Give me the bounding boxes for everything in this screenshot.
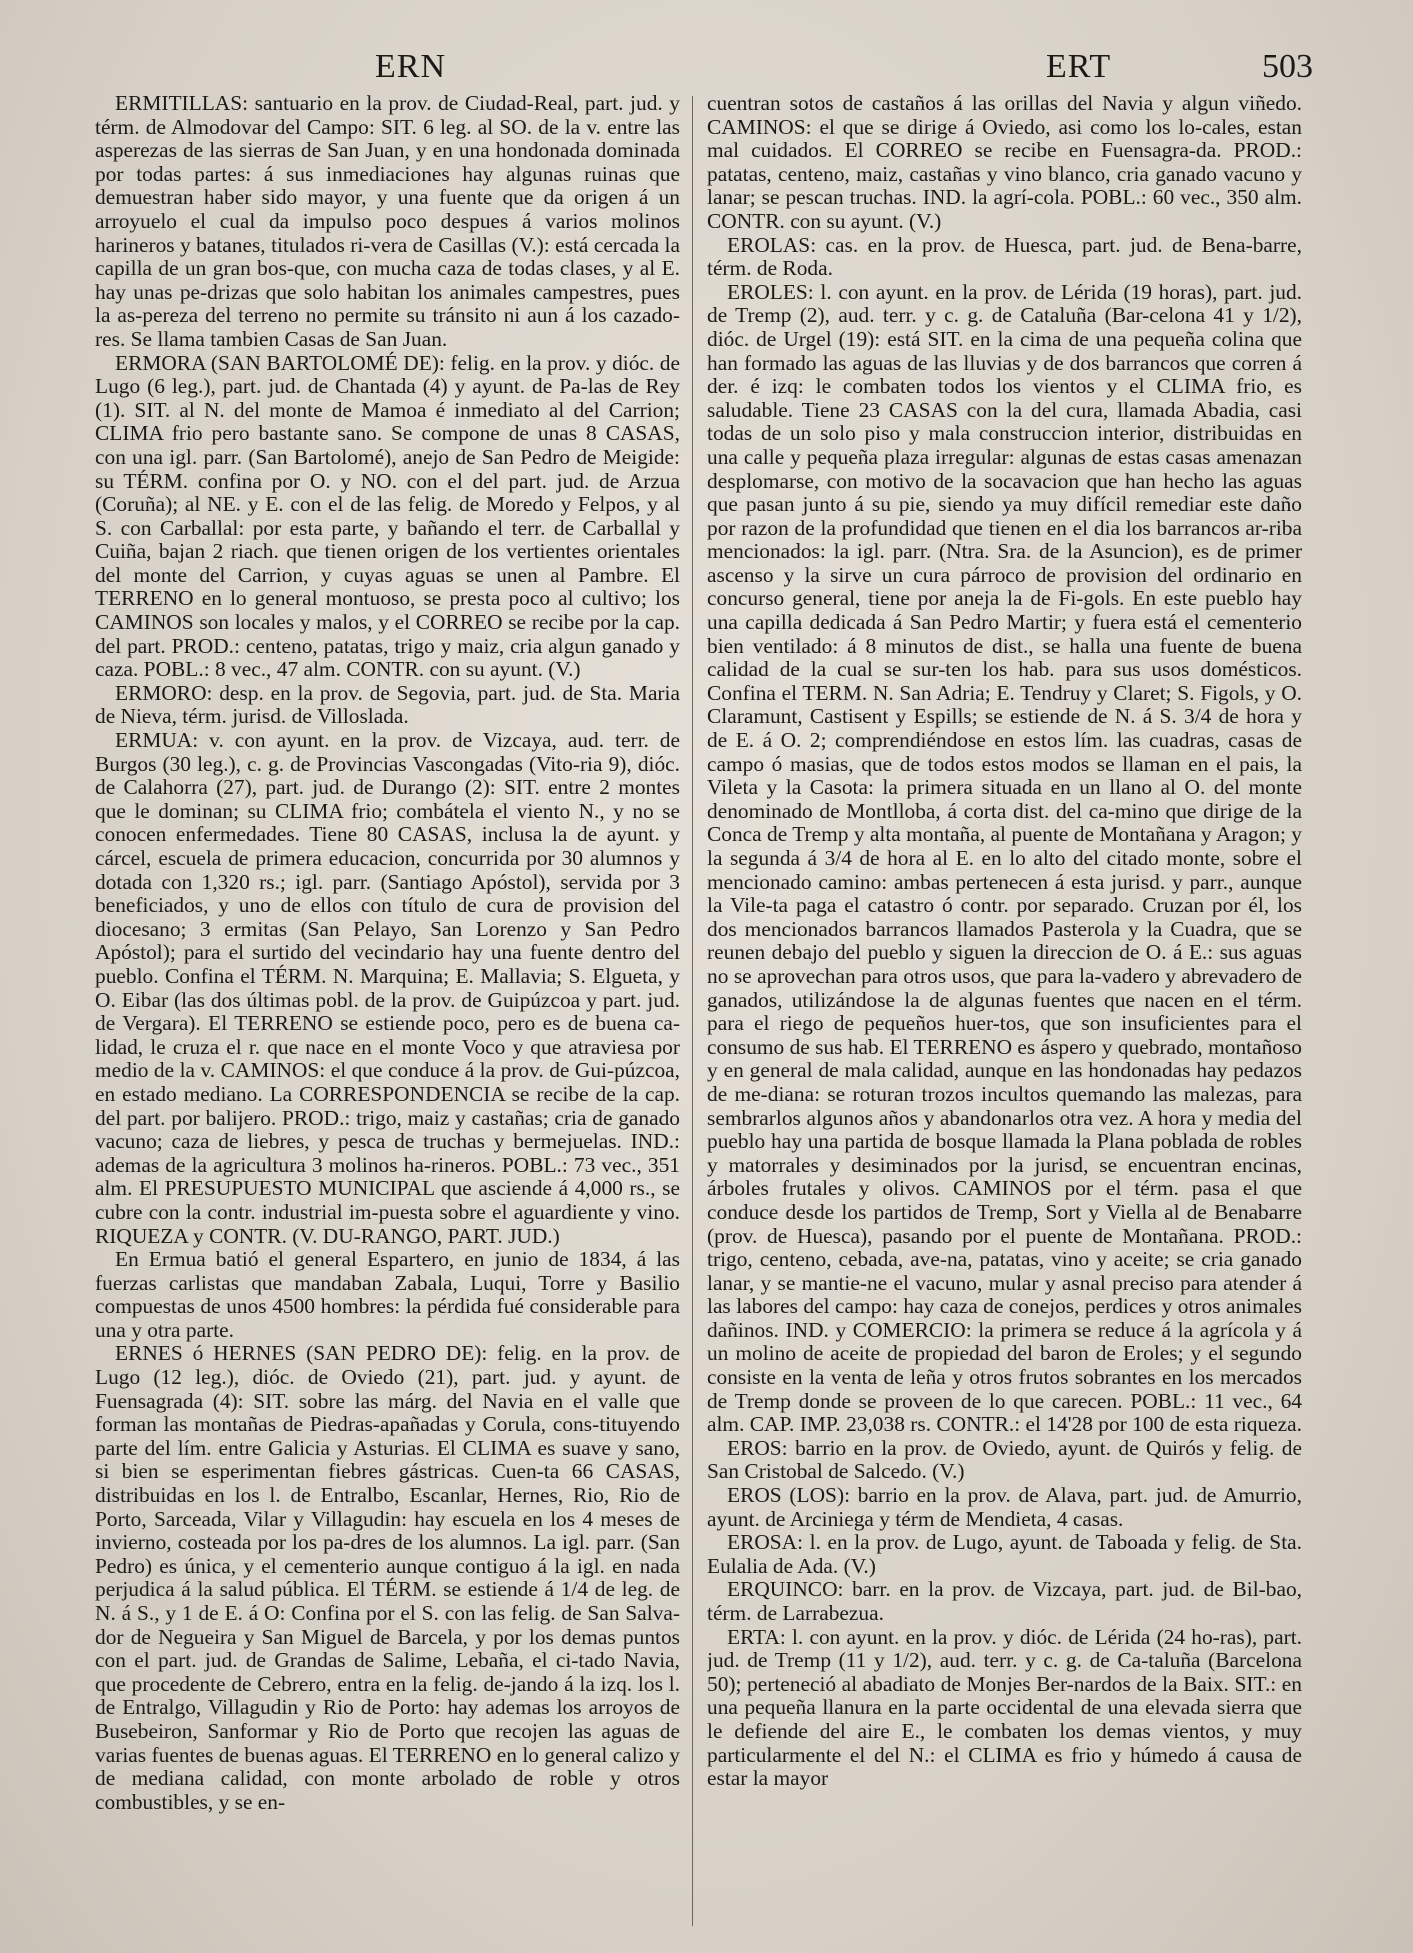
entry-text: l. en la prov. de Lugo, ayunt. de Taboada y felig. de Sta. Eulalia de Ada. (V.) — [707, 1530, 1302, 1578]
entry-erquinco — [707, 1578, 1302, 1625]
left-column — [95, 92, 680, 1927]
entry-headword: ERMORA (SAN BARTOLOMÉ DE): — [115, 350, 445, 375]
entry-headword: EROS (LOS): — [727, 1483, 851, 1508]
entry-headword: ERMORO: — [115, 680, 213, 705]
entry-ermoro — [95, 682, 680, 729]
entry-text: barrio en la prov. de Oviedo, ayunt. de Quirós y felig. de San Cristobal de Salcedo. (V.) — [707, 1435, 1302, 1484]
entry-text: desp. en la prov. de Segovia, part. jud. de Sta. Maria de Nieva, térm. jurisd. de Villoslada. — [95, 680, 680, 729]
entry-ermua — [95, 729, 680, 1248]
right-column — [707, 92, 1302, 1927]
entry-ermora — [95, 352, 680, 682]
page-header — [95, 48, 1313, 92]
entry-headword: EROSA: — [727, 1530, 804, 1555]
entry-headword: ERQUINCO: — [727, 1577, 844, 1602]
entry-headword: EROS: — [727, 1435, 788, 1460]
entry-text: En Ermua batió el general Espartero, en junio de 1834, á las fuerzas carlistas que mandaban Zabala, Luqui, Torre y Basilio compuestas de unos 4500 hombres: la pérdida fué considerable para una y otra parte. — [95, 1247, 680, 1342]
right-guide-word: ERT — [1046, 48, 1112, 85]
column-divider — [692, 96, 693, 1926]
entry-eros — [707, 1437, 1302, 1484]
entry-text: barrio en la prov. de Alava, part. jud. de Amurrio, ayunt. de Arciniega y térm de Mendieta, 4 casas. — [707, 1483, 1302, 1531]
entry-text: cas. en la prov. de Huesca, part. jud. de Bena-barre, térm. de Roda. — [707, 232, 1302, 281]
entry-text: barr. en la prov. de Vizcaya, part. jud. de Bil-bao, térm. de Larrabezua. — [707, 1577, 1302, 1625]
entry-erolas — [707, 234, 1302, 281]
entry-text: felig. en la prov. y dióc. de Lugo (6 leg.), part. jud. de Chantada (4) y ayunt. de Pa-las de Rey (1). SIT. al N. del monte de Mamoa é inmediato al del Carrion; CLIMA frio pero bastante sano. Se compone de unas 8 CASAS, con una igl. parr. (San Bartolomé), anejo de San Pedro de Meigide: su TÉRM. confina por O. y NO. con el del part. jud. de Arzua (Coruña); al NE. y E. con el de las felig. de Moredo y Felpos, y al S. con Carballal: por esta parte, y bañando el terr. de Carballal y Cuiña, bajan 2 riach. que tienen origen de los vertientes orientales del monte del Carrion, y cuyas aguas se unen al Pambre. El TERRENO en lo general montuoso, se presta poco al cultivo; los CAMINOS son locales y malos, y el CORREO se recibe por la cap. del part. PROD.: centeno, patatas, trigo y maiz, cria algun ganado y caza. POBL.: 8 vec., 47 alm. CONTR. con su ayunt. (V.) — [95, 350, 680, 682]
left-guide-word: ERN — [375, 48, 446, 85]
entry-text: cuentran sotos de castaños á las orillas del Navia y algun viñedo. CAMINOS: el que se dirige á Oviedo, asi como los lo-cales, estan mal cuidados. El CORREO se recibe en Fuensagra-da. PROD.: patatas, centeno, maiz, castañas y vino blanco, cria ganado vacuno y lanar; se pescan truchas. IND. la agrí-cola. POBL.: 60 vec., 350 alm. CONTR. con su ayunt. (V.) — [707, 92, 1302, 233]
entry-ernes-continued — [707, 92, 1302, 234]
entry-ermua-history — [95, 1248, 680, 1342]
page-number: 503 — [1262, 48, 1313, 85]
entry-headword: ERMUA: — [115, 728, 199, 753]
entry-ermitillas — [95, 92, 680, 352]
entry-headword: ERTA: — [727, 1624, 786, 1649]
entry-text: v. con ayunt. en la prov. de Vizcaya, aud. terr. de Burgos (30 leg.), c. g. de Provincias Vascongadas (Vito-ria 9), dióc. de Calahorra (27), part. jud. de Durango (2): SIT. entre 2 montes que le dominan; su CLIMA frio; combátela el viento N., y no se conocen enfermedades. Tiene 80 CASAS, inclusa la de ayunt. y cárcel, escuela de primera educacion, concurrida por 30 alumnos y dotada con 1,320 rs.; igl. parr. (Santiago Apóstol), servida por 3 beneficiados, y uno de ellos con título de cura de provision del diocesano; 3 ermitas (San Pelayo, San Lorenzo y San Pedro Apóstol); para el surtido del vecindario hay una fuente dentro del pueblo. Confina el TÉRM. N. Marquina; E. Mallavia; S. Elgueta, y O. Eibar (las dos últimas pobl. de la prov. de Guipúzcoa y part. jud. de Vergara). El TERRENO se estiende poco, pero es de buena ca-lidad, le cruza el r. que nace en el monte Voco y que atraviesa por medio de la v. CAMINOS: el que conduce á la prov. de Gui-púzcoa, en estado mediano. La CORRESPONDENCIA se recibe de la cap. del part. por balijero. PROD.: trigo, maiz y castañas; cria de ganado vacuno; caza de liebres, y pesca de truchas y bermejuelas. IND.: ademas de la agricultura 3 molinos ha-rineros. POBL.: 73 vec., 351 alm. El PRESUPUESTO MUNICIPAL que asciende á 4,000 rs., se cubre con la contr. industrial im-puesta sobre el aguardiente y vino. RIQUEZA y CONTR. (V. DU-RANGO, PART. JUD.) — [95, 728, 680, 1248]
entry-eros-los — [707, 1484, 1302, 1531]
entry-erta — [707, 1626, 1302, 1791]
entry-erosa — [707, 1531, 1302, 1578]
entry-text: l. con ayunt. en la prov. de Lérida (19 horas), part. jud. de Tremp (2), aud. terr. y c. g. de Cataluña (Bar-celona 41 y 1/2), dióc. de Urgel (19): está SIT. en la cima de una pequeña colina que han formado las aguas de las lluvias y de dos barrancos que corren á der. é izq: le combaten todos los vientos y el CLIMA frio, es saludable. Tiene 23 CASAS con la del cura, llamada Abadia, casi todas de un solo piso y mala construccion interior, distribuidas en una calle y pequeña plaza irregular: algunas de estas casas amenazan desplomarse, con motivo de la socavacion que han hecho las aguas que pasan junto á su pie, siendo ya muy difícil remediar este daño por razon de la profundidad que tienen en el dia los barrancos ar-riba mencionados: la igl. parr. (Ntra. Sra. de la Asuncion), es de primer ascenso y la sirve un cura párroco de provision del ordinario en concurso general, tiene por aneja la de Fi-gols. En este pueblo hay una capilla dedicada á San Pedro Martir; y fuera está el cementerio bien ventilado: á 8 minutos de dist., se halla una fuente de buena calidad de la cual se sur-ten los hab. para sus usos domésticos. Confina el TERM. N. San Adria; E. Tendruy y Claret; S. Figols, y O. Claramunt, Castisent y Espills; se estiende de N. á S. 3/4 de hora y de E. á O. 2; comprendiéndose en estos lím. las cuadras, casas de campo ó masias, que de todos estos modos se llaman en el pais, la Vileta y la Casota: la primera situada en un llano al O. del monte denominado de Montlloba, á corta dist. del ca-mino que dirige de la Conca de Tremp y alta montaña, al puente de Montañana y Aragon; y la segunda á 3/4 de hora al E. en lo alto del citado monte, sobre el mencionado camino: ambas pertenecen á esta jurisd. y parr., aunque la Vile-ta paga el catastro ó contr. por separado. Cruzan por él, los dos mencionados barrancos llamados Pasterola y la Cuadra, que se reunen debajo del pueblo y siguen la direccion de O. á E.: sus aguas no se aprovechan para otros usos, que para la-vadero y abrevadero de ganados, utilizándose la de algunas fuentes que nacen en el térm. para el riego de pequeños huer-tos, que son insuficientes para el consumo de sus hab. El TERRENO es áspero y quebrado, montañoso y en general de mala calidad, aunque en las hondonadas hay pedazos de me-diana: se roturan trozos incultos quemando las malezas, para sembrarlos algunos años y abandonarlos otra vez. A hora y media del pueblo hay una partida de bosque llamada la Plana poblada de robles y matorrales y desiminados por la jurisd, se encuentran encinas, árboles frutales y olivos. CAMINOS por el térm. pasa el que conduce desde los partidos de Tremp, Sort y Viella al de Benabarre (prov. de Huesca), pasando por el puente de Montañana. PROD.: trigo, centeno, cebada, ave-na, patatas, vino y aceite; se cria ganado lanar, y se mantie-ne el vacuno, mular y asnal preciso para atender á las labores del campo: hay caza de conejos, perdices y otros animales dañinos. IND. y COMERCIO: la primera se reduce á la agrícola y á un molino de aceite de propiedad del baron de Eroles; y el segundo consiste en la venta de leña y otros frutos sobrantes en los mercados de Tremp donde se proveen de lo que carecen. POBL.: 11 vec., 64 alm. CAP. IMP. 23,038 rs. CONTR.: el 14'28 por 100 de esta riqueza. — [707, 279, 1302, 1437]
entry-headword: ERNES ó HERNES (SAN PEDRO DE): — [115, 1341, 488, 1366]
entry-eroles — [707, 281, 1302, 1437]
entry-text: l. con ayunt. en la prov. y dióc. de Lérida (24 ho-ras), part. jud. de Tremp (11 y 1/2), aud. terr. y c. g. de Ca-taluña (Barcelona 50); perteneció al abadiato de Monjes Ber-nardos de la Baix. SIT.: en una pequeña llanura en la parte occidental de una elevada sierra que le defiende del aire E., le combaten los demas vientos, y muy particularmente el del N.: el CLIMA es frio y húmedo á causa de estar la mayor — [707, 1624, 1302, 1791]
entry-text: felig. en la prov. de Lugo (12 leg.), dióc. de Oviedo (21), part. jud. y ayunt. de Fuensagrada (4): SIT. sobre las márg. del Navia en el valle que forman las montañas de Piedras-apañadas y Corula, cons-tituyendo parte del lím. entre Galicia y Asturias. El CLIMA es suave y sano, si bien se esperimentan fiebres gástricas. Cuen-ta 66 CASAS, distribuidas en los l. de Entralbo, Escanlar, Hernes, Rio, Rio de Porto, Sarceada, Vilar y Villagudin: hay escuela en los 4 meses de invierno, costeada por los pa-dres de los alumnos. La igl. parr. (San Pedro) es única, y el cementerio aunque contiguo á la igl. en nada perjudica á la salud pública. El TÉRM. se estiende á 1/4 de leg. de N. á S., y 1 de E. á O: Confina por el S. con las felig. de San Salva-dor de Negueira y San Miguel de Barcela, y por los demas puntos con el part. jud. de Grandas de Salime, Lebaña, el ci-tado Navia, que procedente de Cebrero, entra en la felig. de-jando á la izq. los l. de Entralgo, Villagudin y Rio de Porto: hay ademas los arroyos de Busebeiron, Sanformar y Rio de Porto que recojen las aguas de varias fuentes de buenas aguas. El TERRENO en lo general calizo y de mediana calidad, con monte arbolado de roble y otros combustibles, y se en- — [95, 1341, 680, 1814]
entry-ernes — [95, 1342, 680, 1814]
entry-headword: EROLAS: — [727, 232, 817, 257]
entry-headword: EROLES: — [727, 279, 814, 304]
entry-text: santuario en la prov. de Ciudad-Real, part. jud. y térm. de Almodovar del Campo: SIT. 6 leg. al SO. de la v. entre las asperezas de las sierras de San Juan, y en una hondonada dominada por todas partes: á sus inmediaciones hay algunas ruinas que demuestran haber sido mayor, y una fuente que da origen á un arroyuelo el cual da impulso poco despues á varios molinos harineros y batanes, titulados ri-vera de Casillas (V.): está cercada la capilla de un gran bos-que, con mucha caza de todas clases, y al E. hay unas pe-drizas que solo habitan los animales campestres, pues la as-pereza del terreno no permite su tránsito ni aun á los cazado-res. Se llama tambien Casas de San Juan. — [95, 92, 680, 351]
entry-headword: ERMITILLAS: — [115, 92, 249, 115]
